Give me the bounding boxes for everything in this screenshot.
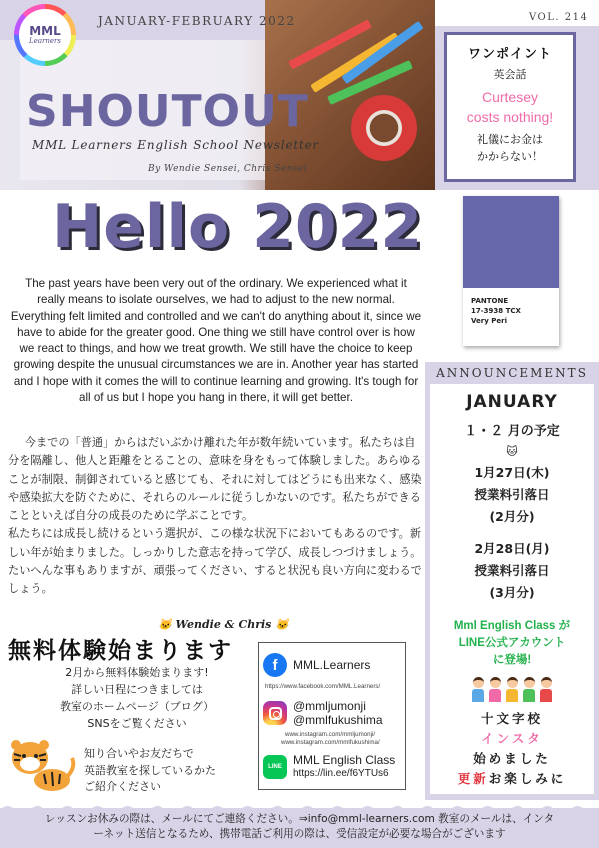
notice-line bbox=[430, 769, 594, 789]
announcements-heading: ANNOUNCEMENTS bbox=[436, 366, 588, 380]
children-illustration bbox=[430, 677, 594, 703]
one-point-japanese-line: かからない！ bbox=[477, 149, 543, 163]
cat-emoji: 🐱 bbox=[506, 445, 518, 458]
line-account-notice bbox=[430, 618, 594, 669]
facebook-url[interactable]: https://www.facebook.com/MML.Learners/ bbox=[265, 683, 381, 690]
line-icon: LINE bbox=[263, 755, 287, 779]
facebook-icon: f bbox=[263, 653, 287, 677]
instagram-url[interactable]: www.instagram.com/mmljumonji/ bbox=[285, 731, 376, 738]
one-point-box bbox=[444, 32, 576, 182]
schedule-note: (2月分) bbox=[489, 509, 535, 524]
one-point-japanese bbox=[447, 132, 573, 165]
one-point-english bbox=[447, 88, 573, 127]
logo-text-sub: Learners bbox=[29, 37, 61, 45]
free-trial-line: 教室のホームページ（ブログ） bbox=[59, 700, 215, 713]
logo-text-main: MML bbox=[29, 24, 61, 38]
instagram-name: @mmljumonji bbox=[293, 699, 366, 713]
line-link[interactable] bbox=[263, 753, 395, 781]
instagram-name: @mmlfukushima bbox=[293, 713, 383, 727]
footer bbox=[0, 808, 599, 848]
free-trial-line: 詳しい日程につきましては bbox=[71, 683, 203, 696]
referral-line: ご紹介ください bbox=[84, 780, 161, 793]
instagram-link[interactable] bbox=[263, 699, 383, 727]
announcements-card bbox=[430, 384, 594, 794]
pantone-card bbox=[463, 196, 559, 346]
headline: Hello 2022 bbox=[52, 192, 424, 262]
one-point-title: ワンポイント bbox=[467, 47, 552, 62]
referral-text bbox=[84, 746, 254, 796]
japanese-paragraph: 私たちには成長し続けるという選択が、この様な状況下においてもあるのです。新しい年が始まりました。しっかりした意志を持って学び、成長しつづけましょう。たいへんな事もありますが、頑張ってください、すると状況も良い方向に変わるでしょう。 bbox=[8, 527, 422, 596]
pantone-swatch bbox=[463, 196, 559, 288]
footer-line: ーネット送信となるため、携帯電話ご利用の際は、受信設定が必要な場合がございます bbox=[93, 828, 506, 840]
instagram-url[interactable]: www.instagram.com/mmlfukushima/ bbox=[281, 739, 380, 746]
pantone-code: 17-3938 TCX bbox=[471, 307, 521, 316]
issue-volume: VOL. 214 bbox=[529, 12, 589, 23]
free-trial-line: 2月から無料体験始まります! bbox=[65, 666, 209, 679]
signature: 🐱 Wendie & Chris 🐱 bbox=[158, 618, 289, 631]
free-trial-text bbox=[32, 664, 242, 732]
notice-line: 始めました bbox=[473, 751, 551, 766]
facebook-name: MML.Learners bbox=[293, 658, 371, 672]
notice-line: 十文字校 bbox=[480, 711, 543, 726]
notice-highlight: 更新 bbox=[457, 771, 489, 786]
facebook-link[interactable] bbox=[263, 653, 370, 677]
one-point-english-line: costs nothing! bbox=[466, 108, 554, 125]
referral-line: 英語教室を探しているかた bbox=[84, 763, 216, 777]
schedule-event: 授業料引落日 bbox=[474, 563, 550, 578]
referral-line: 知り合いやお友だちで bbox=[84, 747, 194, 760]
one-point-subtitle: 英会話 bbox=[493, 68, 527, 81]
schedule-date: 2月28日(月) bbox=[474, 541, 550, 556]
footer-line: レッスンお休みの際は、メールにてご連絡ください。⇒info@mml-learners.com 教室のメールは、インタ bbox=[44, 813, 555, 825]
notice-line: Mml English Class が bbox=[453, 620, 571, 632]
newsletter-subtitle: MML Learners English School Newsletter bbox=[32, 138, 320, 152]
social-links-box bbox=[258, 642, 406, 790]
schedule-event: 授業料引落日 bbox=[474, 487, 550, 502]
schedule-item bbox=[430, 538, 594, 604]
pantone-color-name: Very Peri bbox=[471, 317, 507, 326]
schedule-title: １・２ 月の予定 bbox=[464, 424, 560, 439]
notice-text: お楽しみに bbox=[488, 771, 567, 786]
announcement-month: JANUARY bbox=[466, 392, 558, 412]
issue-dates: JANUARY-FEBRUARY 2022 bbox=[98, 14, 296, 28]
line-url[interactable]: https://lin.ee/f6YTUs6 bbox=[293, 768, 389, 779]
notice-line: LINE公式アカウント bbox=[458, 637, 566, 649]
japanese-article bbox=[8, 434, 424, 599]
instagram-names bbox=[293, 699, 383, 727]
line-info bbox=[293, 753, 395, 781]
schedule-note: (3月分) bbox=[489, 585, 535, 600]
one-point-japanese-line: 礼儀にお金は bbox=[477, 133, 543, 147]
instagram-notice bbox=[430, 709, 594, 789]
line-name: MML English Class bbox=[293, 753, 396, 767]
schedule-item bbox=[430, 462, 594, 528]
free-trial-line: SNSをご覧ください bbox=[87, 717, 187, 730]
instagram-icon bbox=[263, 701, 287, 725]
japanese-paragraph: 今までの「普通」からはだいぶかけ離れた年が数年続いています。私たちは自分を隔離し、他人と距離をとることの、意味を身をもって体験しました。あらゆることが制限、制御されていると感じても、それに対してはどうにも出来なく、感染や感染拡大を防ぐために、それらのルールに従うしかないのです。私たちができることといえば自分の成長のために学ぶことです。 bbox=[8, 436, 422, 523]
tiger-icon bbox=[6, 736, 76, 794]
schedule-date: 1月27日(木) bbox=[474, 465, 550, 480]
english-article: The past years have been very out of the ordinary. We experienced what it really means to isolate ourselves, we had to adjust to the new normal. Everything felt limited and controlled and we can't do anything about it, since we have to abide for the greater good. One thing we still have control over is how we react to things, and how we treat growth. We still have the choice to keep growing despite the unusual circumstances we are in. Another year has started and I hope with it comes the will to continue learning and growing. It's tough for all of us but I hope you hang in there, it will get better. bbox=[10, 277, 422, 405]
newsletter-title: SHOUTOUT bbox=[26, 86, 309, 137]
free-trial-title: 無料体験始まります bbox=[8, 638, 233, 664]
one-point-english-line: Curtesey bbox=[481, 89, 539, 105]
pantone-brand: PANTONE bbox=[471, 297, 509, 305]
notice-line: に登場! bbox=[492, 654, 532, 666]
notice-line: インスタ bbox=[481, 731, 543, 746]
school-logo bbox=[14, 4, 76, 66]
newsletter-byline: By Wendie Sensei, Chris Sensei bbox=[148, 164, 308, 174]
